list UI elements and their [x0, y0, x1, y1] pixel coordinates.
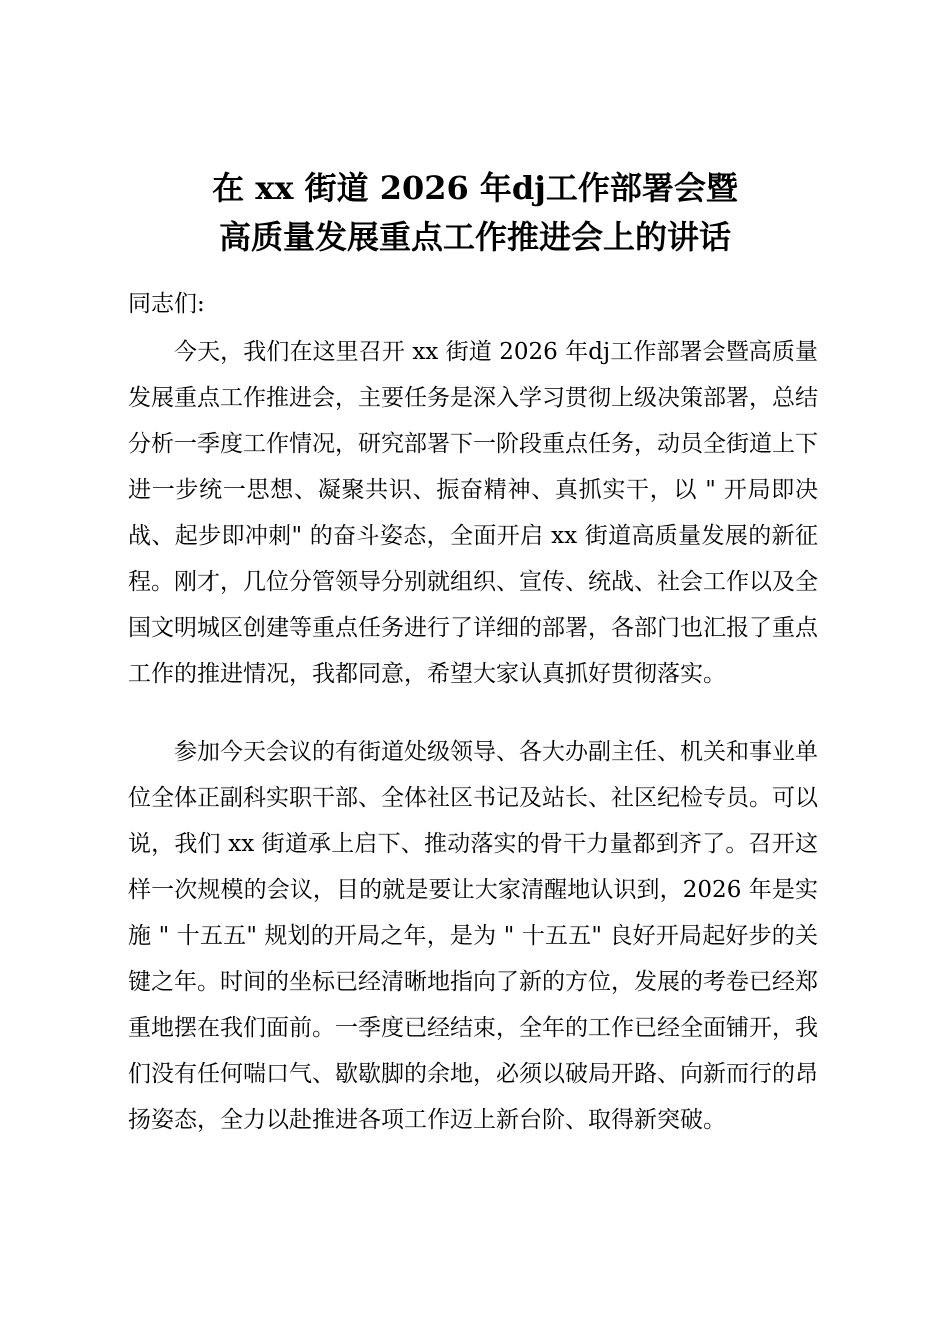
document-title-line-2: 高质量发展重点工作推进会上的讲话 [218, 218, 731, 256]
body-paragraph: 参加今天会议的有街道处级领导、各大办副主任、机关和事业单位全体正副科实职干部、全体社区书记及站长、社区纪检专员。可以说，我们 xx 街道承上启下、推动落实的骨干力量都到齐了。召开这样一次规模的会议，目的就是要让大家清醒地认识到，2026 年是实施 " 十五五" 规划的开局之年，是为 " 十五五" 良好开局起好步的关键之年。时间的坐标已经清晰地指向了新的方位，发展的考卷已经郑重地摆在我们面前。一季度已经结束，全年的工作已经全面铺开，我们没有任何喘口气、歇歇脚的余地，必须以破局开路、向新而行的昂扬姿态，全力以赴推进各项工作迈上新台阶、取得新突破。 [128, 739, 818, 1133]
body-paragraph: 今天，我们在这里召开 xx 街道 2026 年dj工作部署会暨高质量发展重点工作推进会，主要任务是深入学习贯彻上级决策部署，总结分析一季度工作情况，研究部署下一阶段重点任务，动员全街道上下进一步统一思想、凝聚共识、振奋精神、真抓实干，以 " 开局即决战、起步即冲刺" 的奋斗姿态，全面开启 xx 街道高质量发展的新征程。刚才，几位分管领导分别就组织、宣传、统战、社会工作以及全国文明城区创建等重点任务进行了详细的部署，各部门也汇报了重点工作的推进情况，我都同意，希望大家认真抓好贯彻落实。 [128, 339, 818, 687]
greeting: 同志们: [128, 291, 205, 317]
document-title-line-1: 在 xx 街道 2026 年dj工作部署会暨 [212, 169, 738, 207]
